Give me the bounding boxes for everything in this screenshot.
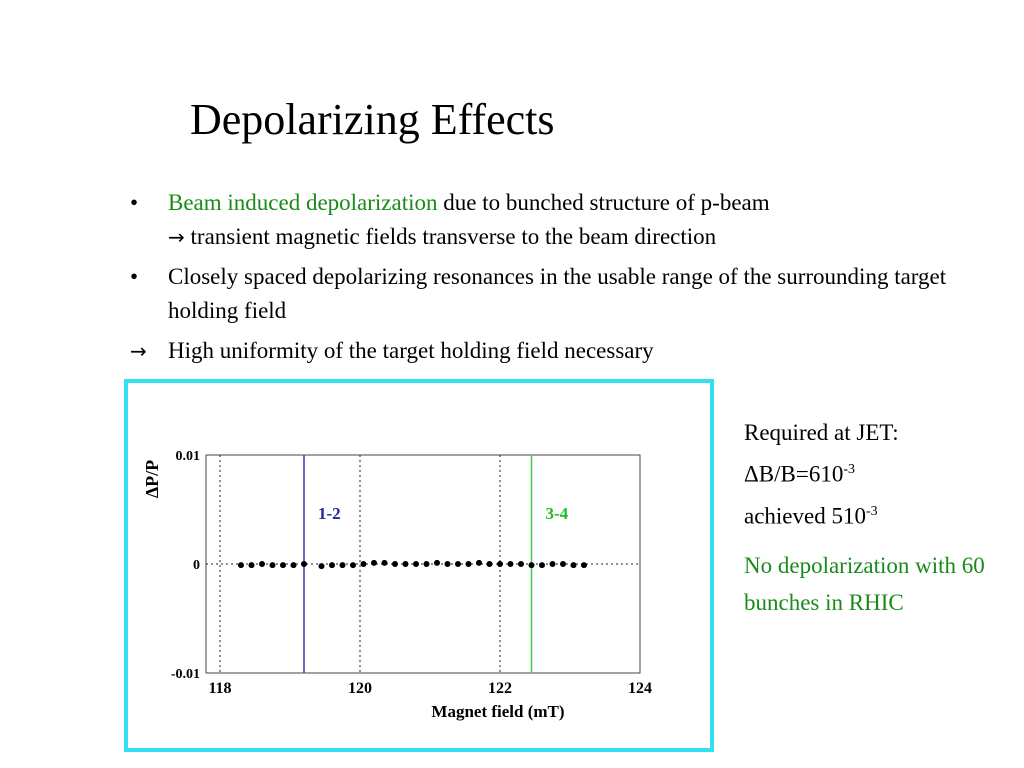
data-point — [539, 562, 545, 568]
bullet-dot: • — [130, 264, 139, 289]
y-tick-label: 0 — [193, 558, 200, 573]
data-point — [466, 561, 472, 567]
right-arrow-icon: → — [130, 339, 147, 363]
data-point — [550, 561, 556, 567]
bullet-2-text: Closely spaced depolarizing resonances in the usable range of the surrounding target holding field — [168, 264, 947, 323]
data-point — [424, 561, 430, 567]
achieved-value — [744, 493, 1004, 535]
required-value-exponent: -3 — [843, 462, 856, 477]
resonance-label: 1-2 — [318, 504, 341, 523]
depolarization-chart — [128, 383, 710, 748]
slide-title: Depolarizing Effects — [190, 95, 555, 144]
bullet-list — [128, 186, 948, 374]
data-point — [581, 562, 587, 568]
data-point — [518, 561, 524, 567]
data-point — [403, 561, 409, 567]
bullet-3-text: High uniformity of the target holding field necessary — [168, 338, 654, 363]
x-tick-label: 124 — [628, 680, 652, 697]
y-tick-label: -0.01 — [170, 667, 200, 682]
data-point — [392, 561, 398, 567]
bullet-item-3 — [128, 334, 948, 368]
data-point — [259, 561, 265, 567]
x-tick-label: 120 — [348, 680, 372, 697]
data-point — [350, 562, 356, 568]
data-point — [508, 561, 514, 567]
data-point — [445, 561, 451, 567]
bullet-1-text: due to bunched structure of p-beam — [437, 190, 770, 215]
data-point — [434, 560, 440, 566]
data-point — [301, 561, 307, 567]
data-point — [291, 562, 297, 568]
data-point — [329, 562, 335, 568]
bullet-item-1 — [128, 186, 948, 254]
data-point — [238, 562, 244, 568]
data-point — [340, 562, 346, 568]
bullet-item-2 — [128, 260, 948, 328]
side-panel — [744, 414, 1004, 621]
bullet-dot: • — [130, 190, 139, 215]
data-point — [571, 562, 577, 568]
data-point — [497, 561, 503, 567]
required-value-main: ΔB/B=610 — [744, 461, 844, 487]
data-point — [361, 561, 367, 567]
data-point — [529, 562, 535, 568]
data-point — [560, 561, 566, 567]
data-point — [413, 561, 419, 567]
x-axis-label: Magnet field (mT) — [431, 702, 565, 721]
result-note: No depolarization with 60 bunches in RHIC — [744, 553, 985, 616]
data-point — [487, 561, 493, 567]
data-point — [455, 561, 461, 567]
data-point — [382, 560, 388, 566]
bullet-1-highlight: Beam induced depolarization — [168, 190, 438, 215]
plot-frame — [124, 379, 714, 752]
data-point — [270, 562, 276, 568]
x-tick-label: 122 — [488, 680, 512, 697]
resonance-label: 3-4 — [545, 504, 569, 523]
requirement-label: Required at JET: — [744, 420, 899, 445]
y-tick-label: 0.01 — [175, 449, 200, 464]
bullet-1-subtext: transient magnetic fields transverse to the beam direction — [184, 224, 717, 249]
x-tick-label: 118 — [208, 680, 232, 697]
data-point — [476, 560, 482, 566]
data-point — [249, 562, 255, 568]
y-axis-label: ΔP/P — [142, 459, 162, 499]
data-point — [371, 560, 377, 566]
right-arrow-icon: → — [168, 225, 185, 249]
data-point — [319, 563, 325, 569]
required-value — [744, 451, 1004, 493]
data-point — [280, 562, 286, 568]
achieved-value-exponent: -3 — [865, 503, 878, 519]
achieved-value-main: achieved 510 — [744, 503, 866, 529]
